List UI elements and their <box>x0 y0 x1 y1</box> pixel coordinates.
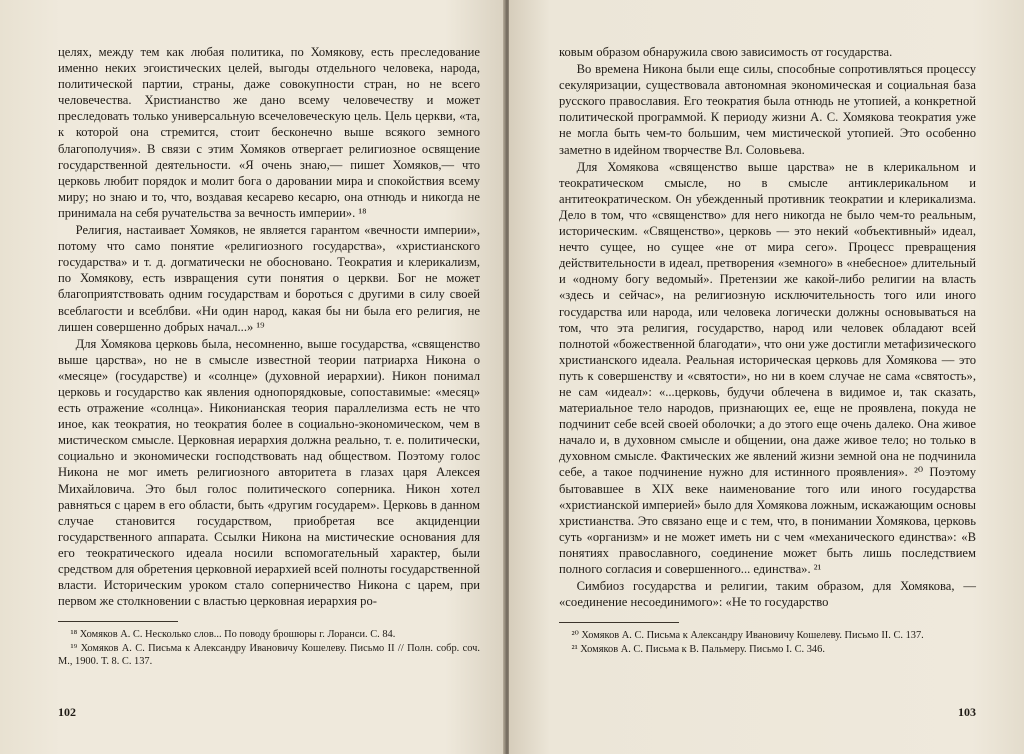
right-page-body <box>559 44 976 610</box>
footnote-rule <box>559 622 679 623</box>
footnote: ²⁰ Хомяков А. С. Письма к Александру Ивановичу Кошелеву. Письмо II. С. 137. <box>571 630 924 642</box>
footnote: ¹⁹ Хомяков А. С. Письма к Александру Ивановичу Кошелеву. Письмо II // Полн. собр. соч. М., 1900. Т. 8. С. 137. <box>58 642 480 668</box>
paragraph: Симбиоз государства и религии, таким образом, для Хомякова, — «соединение несоединимого»: «Не то государство <box>559 579 976 610</box>
footnote: ²¹ Хомяков А. С. Письма к В. Пальмеру. Письмо I. С. 346. <box>571 643 825 655</box>
paragraph: Религия, настаивает Хомяков, не является гарантом «вечности империи», потому что само понятие «религиозного государства», «христианского государства» и т. д. догматически не обосновано. Теократия и клерикализм, по Хомякову, есть извращения сути понятия о церкви. Бог не может благоприятствовать одним государствам и бороться с другими в силу своей всеблагости и всеблбви. «Ни один народ, какая бы ни была его религия, не лишен совершенно добрых начал...» ¹⁹ <box>58 223 480 334</box>
paragraph: ковым образом обнаружила свою зависимость от государства. <box>559 45 893 59</box>
left-page <box>0 0 506 754</box>
right-page <box>509 0 1024 754</box>
page-number: 102 <box>58 705 76 719</box>
page-number: 103 <box>958 705 976 719</box>
right-footnotes <box>559 629 976 656</box>
paragraph: Для Хомякова церковь была, несомненно, выше государства, «священство выше царства», но не в смысле известной теории патриарха Никона о «месяце» (государстве) и «солнце» (духовной иерархии). Никон понимал церковь и государство как явления однопорядковые, сопоставимые: «месяц» есть отражение «солнца». Никонианская теория параллелизма есть не что иное, как теократия, но теократия более в социально-экономическом, чем в мистическом смысле. Церковная иерархия должна реально, т. е. политически, социально и экономически господствовать над обществом. Поэтому голос Никона не мог иметь религиозного авторитета в глазах царя Алексея Михайловича. Это был голос политического соперника. Никон хотел равняться с царем в его области, быть «другим государем». Церковь в данном случае становится государством, приобретая все акциденции государственного аппарата. Ссылки Никона на мистические основания для его теократического идеала носили вспомогательный характер, были средством для обретения церковной иерархией всей полноты государственной власти. Историческим уроком стало соперничество Никона с царем, при первом же столкновении с властью церковная иерархия ро- <box>58 336 480 609</box>
paragraph: Для Хомякова «священство выше царства» не в клерикальном и теократическом смысле, но в смысле антиклерикальном и антитеократическом. Он убежденный противник теократии и клерикализма. Дело в том, что «священство» для него никогда не было чем-то реальным, историческим. «Священство», церковь — это некий «объективный» идеал, нечто сущее, но сущее «не от мира сего». Процесс превращения действительности в идеал, претворения «земного» в «небесное» длительный и «одному богу ведомый». Претензии же какой-либо религии на власть «здесь и сейчас», на религиозную исключительность того или иного государства или народа, или человека логически должны основываться на том, что эта религия, государство, народ или человек обладают всей полнотой «божественной благодати», что они уже достигли метафизического христианского идеала. Реальная историческая церковь для Хомякова — это путь к совершенству и «святости», но ни в коем случае не сама «святость», не сам «идеал»: «...церковь, будучи облечена в видимое и, так сказать, материальное тело народов, признающих ее, еще не проявлена, покуда не подчинит себе всей своей оболочки; а до этого еще очень далеко. Она живое начало и, в духовном смысле и общении, она даже живое тело; но только в духовном смысле. Фактических же явлений жизни земной она не подчинила себе, а такое подчинение нужно для истинного проявления». ²⁰ Поэтому бытовавшее в XIX веке наименование того или иного государства «христианской империей» было для Хомякова ложным, искажающим основы христианства. Это связано еще и с тем, что, в понимании Хомякова, церковь суть «организм» и не может иметь ни с чем «механического единства»: «В понятиях православного, соединение может быть лишь последствием полного согласия и совершенного... единства». ²¹ <box>559 159 976 576</box>
paragraph: целях, между тем как любая политика, по Хомякову, есть преследование именно неких эгоистических целей, выгоды отдельного человека, народа, политической партии, страны, даже совокупности стран, но не всего человечества. Христианство же дано всему человечеству и может преследовать только универсальную всечеловеческую цель. Цель церкви, «та, к которой она стремится, стоит бесконечно выше всякого земного благополучия». В связи с этим Хомяков отвергает религиозное освящение государственной деятельности. «Я очень знаю,— пишет Хомяков,— что церковь любит порядок и молит бога о даровании мира и спокойствия всему миру; но знаю и то, что, воздавая кесарево кесарю, она отнюдь и никогда не принимала на себя ручательства за вечность империи». ¹⁸ <box>58 45 480 220</box>
left-page-body <box>58 44 480 609</box>
left-footnotes <box>58 628 480 668</box>
paragraph: Во времена Никона были еще силы, способные сопротивляться процессу секуляризации, существовала автономная экономическая и социальная база русского православия. Его теократия была отнюдь не утопией, а конкретной политической программой. К периоду жизни А. С. Хомякова теократия уже не могла быть чем-то большим, чем мистической утопией. Это особенно заметно в идейном творчестве Вл. Соловьева. <box>559 62 976 157</box>
footnote: ¹⁸ Хомяков А. С. Несколько слов... По поводу брошюры г. Лоранси. С. 84. <box>70 629 396 641</box>
footnote-rule <box>58 621 178 622</box>
